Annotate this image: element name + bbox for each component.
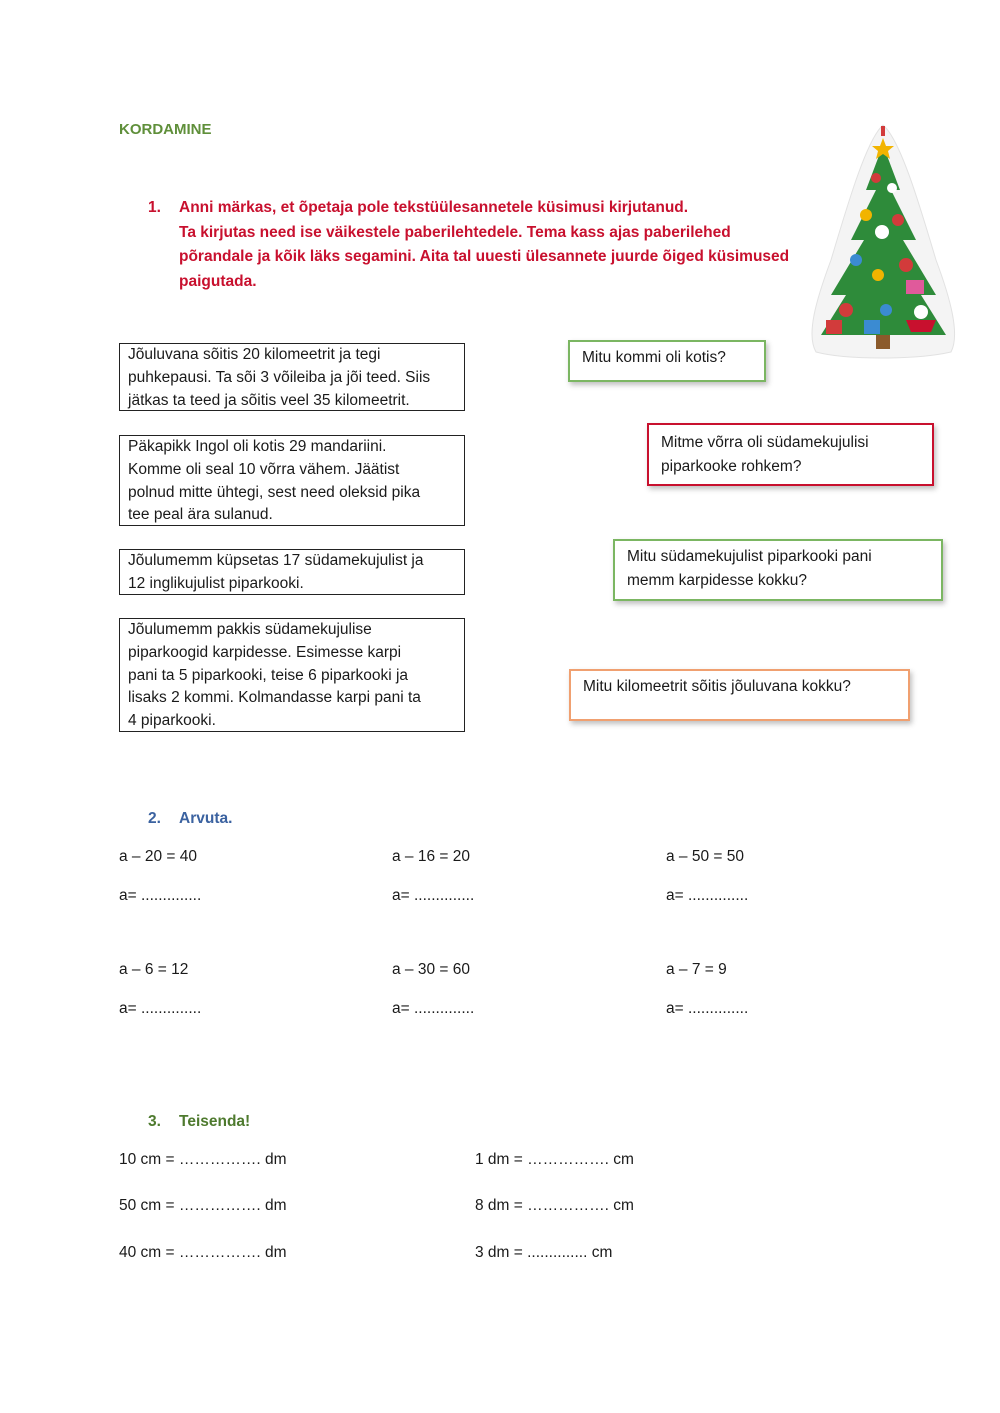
- problem-line: tee peal ära sulanud.: [128, 506, 273, 524]
- answer-blank[interactable]: a= ..............: [666, 1000, 749, 1017]
- equation: a – 6 = 12: [119, 961, 189, 978]
- task3-heading: [148, 1113, 250, 1131]
- conversion-item[interactable]: 40 cm = ……………. dm: [119, 1244, 287, 1261]
- question-line: Mitu südamekujulist piparkooki pani: [627, 548, 872, 565]
- question-line: memm karpidesse kokku?: [627, 572, 808, 589]
- question-card-2[interactable]: [647, 423, 934, 486]
- equation: a – 20 = 40: [119, 848, 197, 865]
- problem-line: Jõulumemm pakkis südamekujulise: [128, 621, 372, 638]
- equation: a – 16 = 20: [392, 848, 470, 865]
- task2-label: Arvuta.: [179, 810, 233, 827]
- problem-card-3[interactable]: [119, 549, 465, 595]
- question-line: Mitu kilomeetrit sõitis jõuluvana kokku?: [583, 678, 851, 695]
- task3-label: Teisenda!: [179, 1113, 251, 1130]
- task3-number: 3.: [148, 1113, 161, 1130]
- answer-blank[interactable]: a= ..............: [392, 1000, 475, 1017]
- equation: a – 7 = 9: [666, 961, 727, 978]
- question-card-4[interactable]: [569, 669, 910, 721]
- problem-card-1[interactable]: [119, 343, 465, 411]
- question-line: piparkooke rohkem?: [661, 458, 802, 475]
- question-line: Mitme võrra oli südamekujulisi: [661, 434, 869, 451]
- problem-line: Päkapikk Ingol oli kotis 29 mandariini.: [128, 438, 387, 455]
- problem-line: pani ta 5 piparkooki, teise 6 piparkooki ja: [128, 666, 409, 684]
- conversion-item[interactable]: 1 dm = ……………. cm: [475, 1151, 634, 1168]
- task1-line: Anni märkas, et õpetaja pole tekstüülesannetele küsimusi kirjutanud.: [179, 199, 689, 216]
- answer-blank[interactable]: a= ..............: [119, 887, 202, 904]
- task2-number: 2.: [148, 810, 161, 827]
- problem-line: piparkoogid karpidesse. Esimesse karpi: [128, 643, 402, 661]
- problem-line: 12 inglikujulist piparkooki.: [128, 574, 304, 592]
- problem-line: polnud mitte ühtegi, sest need oleksid pika: [128, 483, 421, 501]
- problem-line: jätkas ta teed ja sõitis veel 35 kilomeetrit.: [128, 391, 410, 409]
- conversion-item[interactable]: 8 dm = ……………. cm: [475, 1197, 634, 1214]
- task2-heading: [148, 810, 232, 828]
- question-line: Mitu kommi oli kotis?: [582, 349, 726, 366]
- problem-card-2[interactable]: [119, 435, 465, 526]
- question-card-3[interactable]: [613, 539, 943, 601]
- problem-line: Jõuluvana sõitis 20 kilomeetrit ja tegi: [128, 346, 381, 363]
- question-card-1[interactable]: [568, 340, 766, 382]
- christmas-tree-icon: [806, 120, 960, 360]
- conversion-item[interactable]: 10 cm = ……………. dm: [119, 1151, 287, 1168]
- answer-blank[interactable]: a= ..............: [392, 887, 475, 904]
- equation: a – 30 = 60: [392, 961, 470, 978]
- equation: a – 50 = 50: [666, 848, 744, 865]
- task1-instructions: [148, 196, 828, 294]
- task1-number: 1.: [148, 199, 161, 216]
- answer-blank[interactable]: a= ..............: [119, 1000, 202, 1017]
- problem-line: Komme oli seal 10 võrra vähem. Jäätist: [128, 460, 400, 478]
- problem-line: Jõulumemm küpsetas 17 südamekujulist ja: [128, 552, 424, 569]
- problem-line: lisaks 2 kommi. Kolmandasse karpi pani ta: [128, 689, 421, 707]
- conversion-item[interactable]: 50 cm = ……………. dm: [119, 1197, 287, 1214]
- problem-line: puhkepausi. Ta sõi 3 võileiba ja jõi teed. Siis: [128, 368, 431, 386]
- task1-line: paigutada.: [179, 272, 257, 290]
- page-title: KORDAMINE: [119, 121, 212, 138]
- task1-line: Ta kirjutas need ise väikestele paberilehtedele. Tema kass ajas paberilehed: [179, 223, 731, 241]
- conversion-item[interactable]: 3 dm = .............. cm: [475, 1244, 613, 1261]
- task1-line: põrandale ja kõik läks segamini. Aita tal uuesti ülesannete juurde õiged küsimused: [179, 248, 790, 265]
- problem-card-4[interactable]: [119, 618, 465, 732]
- answer-blank[interactable]: a= ..............: [666, 887, 749, 904]
- problem-line: 4 piparkooki.: [128, 712, 216, 730]
